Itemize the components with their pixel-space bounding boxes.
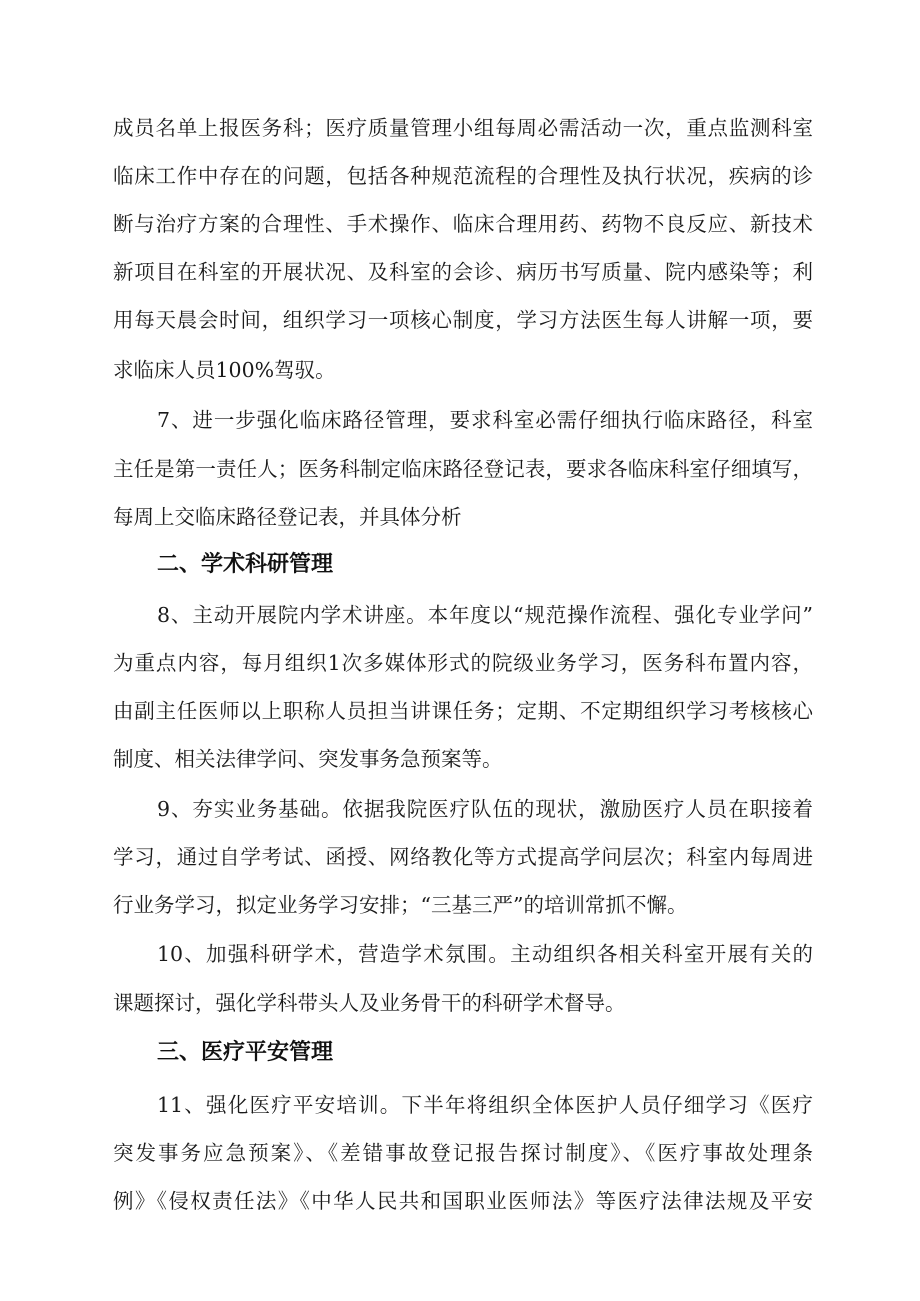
para-line: 断与治疗方案的合理性、手术操作、临床合理用药、药物不良反应、新技术 — [113, 212, 813, 236]
para-line: 用每天晨会时间，组织学习一项核心制度，学习方法医生每人讲解一项，要 — [113, 308, 813, 332]
para-9-line: 行业务学习，拟定业务学习安排；“三基三严”的培训常抓不懈。 — [113, 893, 688, 917]
para-line: 求临床人员100%驾驭。 — [113, 358, 336, 382]
para-9-line: 学习，通过自学考试、函授、网络教化等方式提高学问层次；科室内每周进 — [113, 845, 813, 869]
section-heading-academic: 二、学术科研管理 — [157, 552, 334, 577]
para-line: 新项目在科室的开展状况、及科室的会诊、病历书写质量、院内感染等；利 — [113, 260, 813, 284]
para-9-line: 9、夯实业务基础。依据我院医疗队伍的现状，激励医疗人员在职接着 — [157, 797, 813, 821]
para-11-line: 11、强化医疗平安培训。下半年将组织全体医护人员仔细学习《医疗 — [157, 1093, 813, 1117]
para-line: 成员名单上报医务科；医疗质量管理小组每周必需活动一次，重点监测科室 — [113, 116, 813, 140]
para-11-line: 例》《侵权责任法》《中华人民共和国职业医师法》等医疗法律法规及平安 — [113, 1189, 813, 1213]
para-line: 临床工作中存在的问题，包括各种规范流程的合理性及执行状况，疾病的诊 — [113, 164, 813, 188]
para-10-line: 课题探讨，强化学科带头人及业务骨干的科研学术督导。 — [113, 991, 626, 1015]
para-7-line: 主任是第一责任人；医务科制定临床路径登记表，要求各临床科室仔细填写， — [113, 457, 813, 481]
para-7-line: 7、进一步强化临床路径管理，要求科室必需仔细执行临床路径，科室 — [157, 408, 813, 432]
para-7-line: 每周上交临床路径登记表，并具体分析 — [113, 505, 462, 529]
para-8-line: 8、主动开展院内学术讲座。本年度以“规范操作流程、强化专业学问” — [157, 603, 813, 627]
para-11-line: 突发事务应急预案》、《差错事故登记报告探讨制度》、《医疗事故处理条 — [113, 1141, 813, 1165]
section-heading-safety: 三、医疗平安管理 — [157, 1040, 334, 1065]
para-10-line: 10、加强科研学术，营造学术氛围。主动组织各相关科室开展有关的 — [157, 942, 813, 966]
para-8-line: 为重点内容，每月组织1次多媒体形式的院级业务学习，医务科布置内容， — [113, 651, 813, 675]
para-8-line: 由副主任医师以上职称人员担当讲课任务；定期、不定期组织学习考核核心 — [113, 699, 813, 723]
para-8-line: 制度、相关法律学问、突发事务急预案等。 — [113, 747, 503, 771]
